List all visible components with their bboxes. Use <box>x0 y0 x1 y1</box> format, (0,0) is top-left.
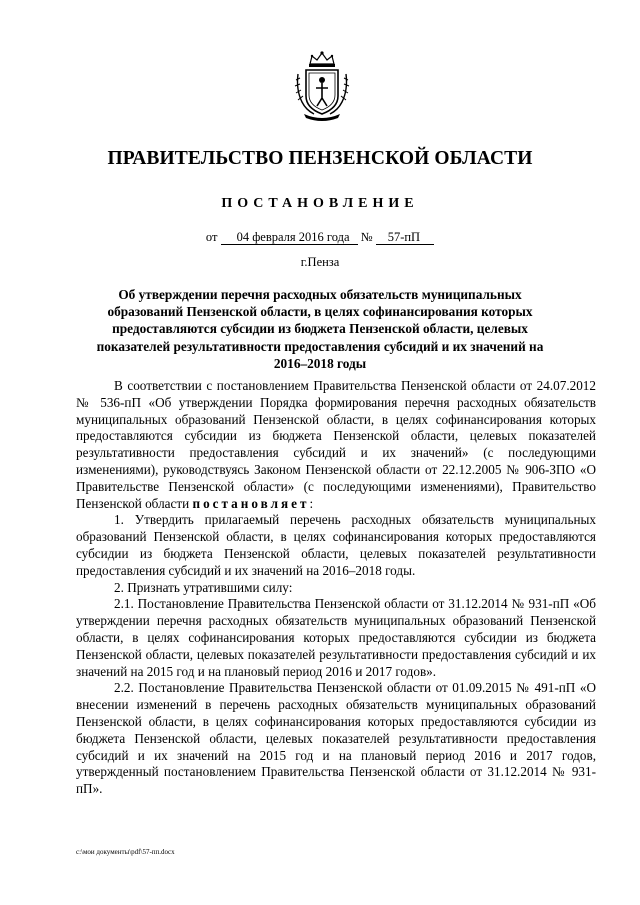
number-sign: № <box>360 230 373 244</box>
date-prefix: от <box>205 230 218 244</box>
resolves-colon: : <box>309 495 314 511</box>
preamble-text: В соответствии с постановлением Правительства Пензенской области от 24.07.2012 № 536-пП «Об утверждении Порядка формирования перечня расходных обязательств муниципальных образований Пензенской области, в целях софинансирования которых предоставляются субсидии из бюджета Пензенской области, целевых показателей результативности предоставления субсидий и их значений» (с последующими изменениями), руководствуясь Законом Пензенской области от 22.12.2005 № 906-ЗПО «О Правительстве Пензенской области» (с последующими изменениями), Правительство Пензенской области <box>76 378 596 511</box>
decree-date: 04 февраля 2016 года <box>221 230 358 245</box>
decree-number: 57-пП <box>376 230 434 245</box>
clause-2-2: 2.2. Постановление Правительства Пензенской области от 01.09.2015 № 491-пП «О внесении изменений в перечень расходных обязательств муниципальных образований Пензенской области, в целях софинансирования которых предоставляются субсидии из бюджета Пензенской области, целевых показателей результативности предоставления субсидий и их значений на 2015 год и на плановый период 2016 и 2017 годов, утвержденный постановлением Правительства Пензенской области от 31.12.2014 № 931-пП». <box>76 680 596 797</box>
coat-of-arms-icon <box>294 50 350 122</box>
resolves-word: постановляет <box>192 495 310 511</box>
decree-body <box>76 378 596 798</box>
clause-2: 2. Признать утратившими силу: <box>114 579 293 595</box>
preamble-paragraph <box>76 378 596 512</box>
clause-1: 1. Утвердить прилагаемый перечень расходных обязательств муниципальных образований Пензенской области, в целях софинансирования которых предоставляются субсидии из бюджета Пензенской области, целевых показателей результативности предоставления субсидий и их значений на 2016–2018 годы. <box>76 512 596 578</box>
clause-2-1: 2.1. Постановление Правительства Пензенской области от 31.12.2014 № 931-пП «Об утверждении перечня расходных обязательств муниципальных образований Пензенской области, в целях софинансирования которых предоставляются субсидии из бюджета Пензенской области, целевых показателей результативности предоставления субсидий и их значений на 2015 год и на плановый период 2016 и 2017 годов». <box>76 596 596 679</box>
date-number-row <box>0 229 640 245</box>
decree-subject: Об утверждении перечня расходных обязательств муниципальных образований Пензенской области, в целях софинансирования которых предоставляются субсидии из бюджета Пензенской области, целевых показателей результативности предоставления субсидий и их значений на 2016–2018 годы <box>96 287 544 371</box>
city: г.Пенза <box>300 255 340 269</box>
file-path-footer: c:\мои документы\pdf\57-пп.docx <box>76 848 175 856</box>
government-title: ПРАВИТЕЛЬСТВО ПЕНЗЕНСКОЙ ОБЛАСТИ <box>107 148 533 169</box>
document-type-title: ПОСТАНОВЛЕНИЕ <box>221 196 419 211</box>
